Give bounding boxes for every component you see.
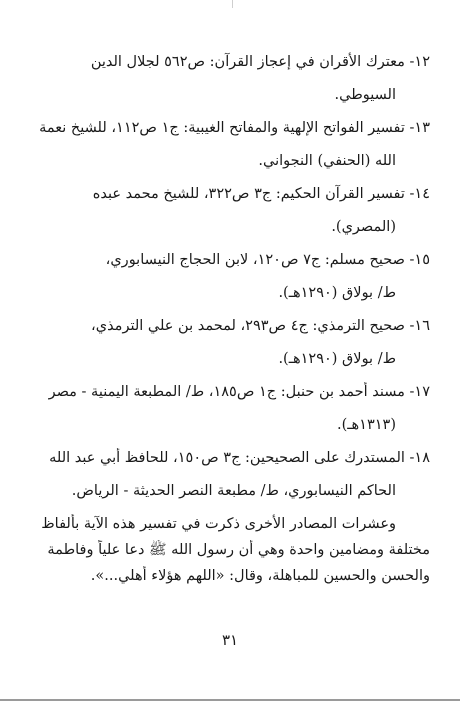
- bottom-rule: [0, 699, 460, 701]
- ref-12-line-2: السيوطي.: [334, 87, 396, 103]
- page-number: ٣١: [221, 631, 239, 649]
- ref-17-line-1: ١٧- مسند أحمد بن حنبل: ج١ ص١٨٥، ط/ المطبعة اليمنية - مصر: [48, 384, 430, 400]
- ref-15-line-2: ط/ بولاق (١٢٩٠هـ).: [278, 285, 396, 301]
- top-center-mark: [232, 0, 233, 8]
- ref-18-line-1: ١٨- المستدرك على الصحيحين: ج٣ ص١٥٠، للحافظ أبي عبد الله: [49, 450, 430, 466]
- ref-18-line-2: الحاكم النيسابوري، ط/ مطبعة النصر الحديثة - الرياض.: [71, 483, 396, 499]
- ref-13-line-2: الله (الحنفي) النجواني.: [258, 153, 396, 169]
- references-list: [30, 52, 430, 586]
- ref-12-line-1: ١٢- معترك الأقران في إعجاز القرآن: ص٥٦٢ لجلال الدين: [90, 54, 430, 70]
- ref-16-line-1: ١٦- صحيح الترمذي: ج٤ ص٢٩٣، لمحمد بن علي الترمذي،: [91, 318, 430, 334]
- ref-14-line-1: ١٤- تفسير القرآن الحكيم: ج٣ ص٣٢٢، للشيخ محمد عبده: [92, 186, 430, 202]
- ref-15-line-1: ١٥- صحيح مسلم: ج٧ ص١٢٠، لابن الحجاج النيسابوري،: [105, 252, 430, 268]
- ref-17-line-2: (١٣١٣هـ).: [337, 417, 396, 433]
- ref-13-line-1: ١٣- تفسير الفواتح الإلهية والمفاتح الغيبية: ج١ ص١١٢، للشيخ نعمة: [39, 120, 430, 136]
- ref-14-line-2: (المصري).: [331, 219, 396, 235]
- closing-paragraph-line-1: وعشرات المصادر الأخرى ذكرت في تفسير هذه الآية بألفاظ: [41, 516, 396, 532]
- ref-16-line-2: ط/ بولاق (١٢٩٠هـ).: [278, 351, 396, 367]
- closing-paragraph-line-2: مختلفة ومضامين واحدة وهي أن رسول الله ﷺ دعا علياً وفاطمة: [47, 542, 430, 558]
- closing-paragraph-line-3: والحسن والحسين للمباهلة، وقال: «اللهم هؤلاء أهلي...».: [90, 568, 430, 584]
